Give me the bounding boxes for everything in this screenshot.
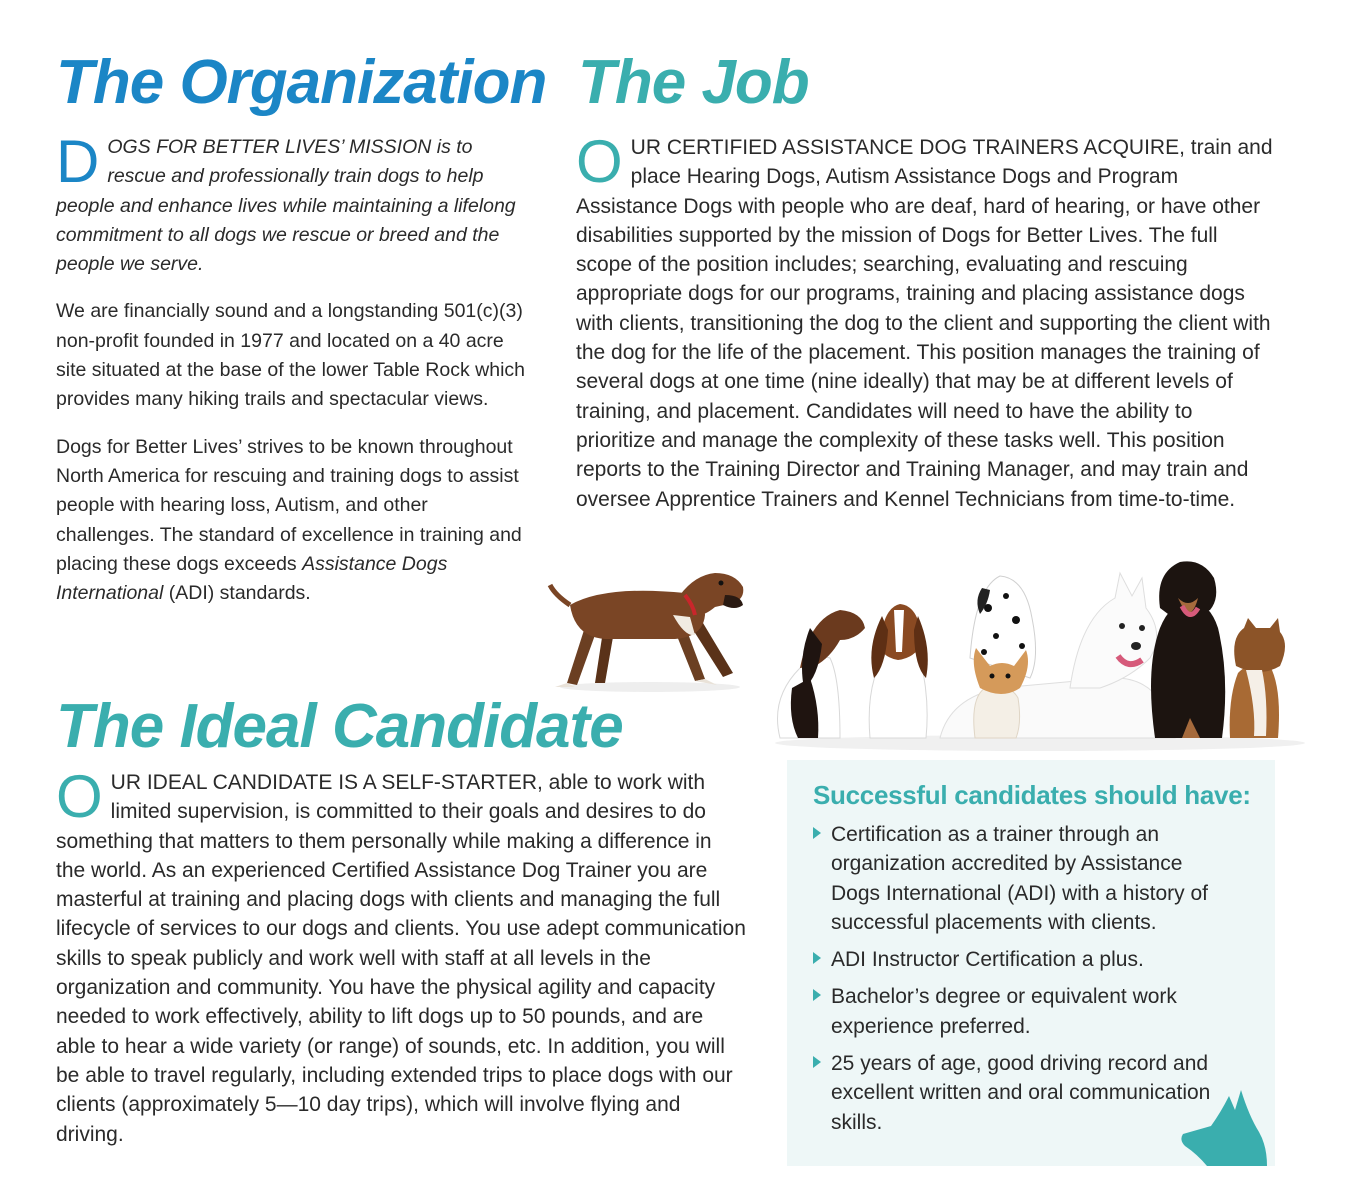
candidate-paragraph (56, 763, 746, 1149)
candidate-dropcap: O (56, 763, 103, 830)
list-item (813, 982, 1233, 1041)
list-item (813, 820, 1233, 937)
job-heading: The Job (578, 48, 809, 117)
requirement-text: Bachelor’s degree or equivalent work experience preferred. (831, 985, 1177, 1038)
triangle-bullet-icon (813, 827, 821, 839)
boxer-dog-photo (545, 565, 755, 695)
adi-name: Assistance Dogs International (56, 552, 448, 605)
job-dropcap: O (576, 128, 623, 195)
organization-paragraph-3 (56, 433, 526, 609)
requirements-list (813, 820, 1233, 1145)
organization-paragraph-2: We are financially sound and a longstanding 501(c)(3) non-profit founded in 1977 and located on a 40 acre site situated at the base of the lower Table Rock which provides many hiking trails and spectacular views. (56, 300, 525, 411)
candidate-text: UR IDEAL CANDIDATE IS A SELF-STARTER, able to work with limited supervision, is committed to their goals and desires to do something that matters to them personally while making a difference in the world. As an experienced Certified Assistance Dog Trainer you are masterful at training and placing dogs with clients and managing the full lifecycle of services to our dogs and clients. You use adept communication skills to speak publicly and work well with staff at all levels in the organization and community. You have the physical agility and capacity needed to work effectively, ability to lift dogs up to 50 pounds, and are able to hear a wide variety (or range) of sounds, etc. In addition, you will be able to travel regularly, including extended trips to place dogs with our clients (approximately 5—10 day trips), which will involve flying and driving. (56, 771, 746, 1146)
candidate-heading: The Ideal Candidate (56, 692, 623, 761)
mission-statement (56, 128, 526, 279)
triangle-bullet-icon (813, 1056, 821, 1068)
requirement-text: 25 years of age, good driving record and excellent written and oral communication skills. (831, 1052, 1211, 1134)
organization-paragraph-3-text: Dogs for Better Lives’ strives to be known throughout North America for rescuing and training dogs to assist people with hearing loss, Autism, and other challenges. The standard of excellence in training and placing these dogs exceeds (56, 435, 522, 575)
candidate-column (56, 763, 746, 1149)
triangle-bullet-icon (813, 952, 821, 964)
job-column (576, 128, 1276, 514)
mission-text: OGS FOR BETTER LIVES’ MISSION is to rescue and professionally train dogs to help people and enhance lives while maintaining a lifelong commitment to all dogs we rescue or breed and the people we serve. (56, 136, 516, 276)
dog-head-icon (1177, 1086, 1267, 1166)
requirement-text: Certification as a trainer through an organization accredited by Assistance Dogs International (ADI) with a history of successful placements with clients. (831, 823, 1208, 934)
list-item (813, 945, 1233, 974)
requirements-title: Successful candidates should have: (813, 780, 1251, 810)
list-item (813, 1049, 1233, 1137)
job-text: UR CERTIFIED ASSISTANCE DOG TRAINERS ACQUIRE, train and place Hearing Dogs, Autism Assistance Dogs and Program Assistance Dogs with people who are deaf, hard of hearing, or have other disabilities supported by the mission of Dogs for Better Lives. The full scope of the position includes; searching, evaluating and rescuing appropriate dogs for our programs, training and placing assistance dogs with clients, transitioning the dog to the client and supporting the client with the dog for the life of the placement. This position manages the training of several dogs at one time (nine ideally) that may be at different levels of training, and placement. Candidates will need to have the ability to prioritize and manage the complexity of these tasks well. This position reports to the Training Director and Training Manager, and may train and oversee Apprentice Trainers and Kennel Technicians from time-to-time. (576, 136, 1273, 511)
requirement-text: ADI Instructor Certification a plus. (831, 948, 1144, 972)
organization-heading: The Organization (56, 48, 547, 117)
job-paragraph (576, 128, 1276, 514)
requirements-box (787, 760, 1275, 1166)
triangle-bullet-icon (813, 989, 821, 1001)
organization-paragraph-3-end: (ADI) standards. (163, 582, 311, 605)
organization-column (56, 128, 526, 608)
dog-group-photo (770, 548, 1310, 753)
mission-dropcap: D (56, 128, 100, 195)
